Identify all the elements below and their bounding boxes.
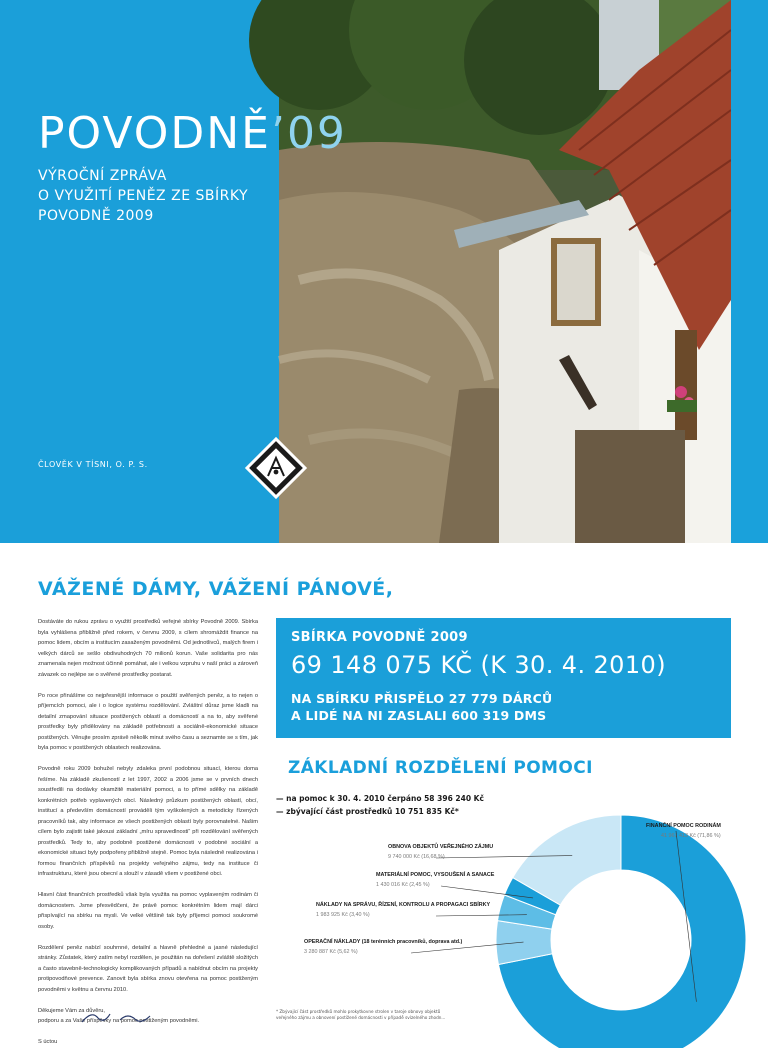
flood-photo-illustration [279, 0, 731, 543]
summary-remaining: — zbývající část prostředků 10 751 835 Kč* [276, 807, 459, 816]
letter-paragraph: Rozdělení peněz nabízí souhrnné, detailní a hlavně přehledné a jasné následující stránky. Zůstatek, který zatím nebyl rozdělen, je použitán na dořešení zvláště složitých a často stavebně-technologicky komplikovaných případů a nabídnut obcím na projekty protipovodňové prevence. Zanovit byla sbírka znovu otevřena na pomoc postiženým povodněmi v květnu a červnu 2010. [38, 944, 258, 993]
category-amount-materialni-pomoc: 1 430 016 Kč (2,45 %) [376, 882, 430, 888]
donors-line-1: NA SBÍRKU PŘISPĚLO 27 779 DÁRCŮ [291, 691, 553, 706]
category-label-rodinam: FINANČNÍ POMOC RODINÁM [646, 823, 721, 829]
intro-letter [38, 617, 258, 1048]
donors-line-2: A LIDÉ NA NI ZASLALI 600 319 DMS [291, 708, 547, 723]
category-amount-spravni-naklady: 1 983 925 Kč (3,40 %) [316, 912, 370, 918]
category-amount-verejny-zajem: 9 740 000 Kč (16,68 %) [388, 854, 445, 860]
letter-support: podporu a za Vaše příspěvky na pomoc postiženým povodněmi. [38, 1018, 200, 1024]
report-subtitle [38, 166, 248, 226]
title-main: POVODNĚ [38, 108, 271, 159]
collection-title: SBÍRKA POVODNĚ 2009 [291, 630, 468, 645]
summary-spent: — na pomoc k 30. 4. 2010 čerpáno 58 396 240 Kč [276, 794, 484, 803]
section-title: ZÁKLADNÍ ROZDĚLENÍ POMOCI [288, 758, 593, 778]
category-label-materialni-pomoc: MATERIÁLNÍ POMOC, VYSOUŠENÍ A SANACE [376, 872, 495, 878]
clovek-v-tisni-logo [240, 432, 312, 504]
donut-chart-svg [276, 815, 768, 1024]
cover-right-strip [731, 0, 768, 543]
letter-regards: S úctou [38, 1039, 58, 1045]
aid-distribution-chart [276, 815, 768, 1024]
collection-donors [291, 690, 552, 724]
subtitle-line-1: VÝROČNÍ ZPRÁVA [38, 168, 167, 184]
category-amount-rodinam: 41 961 413 Kč (71,86 %) [661, 833, 721, 839]
letter-paragraph: Dostáváte do rukou zprávu o využití prostředků veřejné sbírky Povodně 2009. Sbírka byla vyhlášena přibližně před rokem, v červnu 2009, s cílem shromáždit finance na pomoc lidem, obcím a institucím zasaženým povodněmi. Od jednotlivců, malých firem i velkých dárců se sešlo obdivuhodných 70 milionů korun. Vaše solidarita pro nás znamenala nejen možnost účinně pomáhat, ale i velkou vzpruhu v naší práci a zároveň závazek co nejlépe se o svěřené prostředky postarat. [38, 619, 258, 678]
collection-summary-box [276, 618, 731, 738]
report-title [38, 108, 347, 159]
category-label-spravni-naklady: NÁKLADY NA SPRÁVU, ŘÍZENÍ, KONTROLU A PROPAGACI SBÍRKY [316, 902, 491, 908]
title-year: ’09 [270, 108, 347, 159]
category-label-operacni-naklady: OPERAČNÍ NÁKLADY (18 terénních pracovníků, doprava atd.) [304, 939, 463, 945]
subtitle-line-3: POVODNĚ 2009 [38, 208, 154, 224]
letter-paragraph: Po roce přinášíme co nejpřesnější informace o použití svěřených peněz, a to nejen o příjemcích pomoci, ale i o logice systému rozdělování. Zvláštní důraz jsme kladli na detailní zmapování situace postižených oblastí a domácností a na to, aby svěřené prostředky byly přidělovány na základě potřebnosti a sociálně-ekonomické situace postižených. Věnujte prosím zprávě několik minut svého času a seznamte se s tím, jak byla pomoc v postižených oblastech realizována. [38, 692, 258, 751]
signature-icon [80, 1008, 170, 1024]
letter-paragraph: Hlavní část finančních prostředků však byla využita na pomoc vyplaveným rodinám či domácnostem. Jsme přesvědčeni, že právě pomoc konkrétním lidem mají dárci přispívající na sbírku na mysli. Ve velké většině tak byly příjemci pomoci soukromé osoby. [38, 892, 258, 930]
collection-total: 69 148 075 KČ (K 30. 4. 2010) [291, 651, 666, 679]
flood-photo [279, 0, 731, 543]
footnote: * Zbývající část prostředků mohlo prokytkovne strolen v taroje obnovy objektů veřejného zájmu a obnovení postižené domácnosti v případě svízelného zhodn... [276, 1009, 446, 1020]
category-amount-operacni-naklady: 3 280 887 Kč (5,62 %) [304, 949, 358, 955]
category-label-verejny-zajem: OBNOVA OBJEKTŮ VEŘEJNÉHO ZÁJMU [388, 844, 494, 850]
greeting-heading: VÁŽENÉ DÁMY, VÁŽENÍ PÁNOVÉ, [38, 578, 394, 600]
subtitle-line-2: O VYUŽITÍ PENĚZ ZE SBÍRKY [38, 188, 249, 204]
letter-paragraph: Povodně roku 2009 bohužel nebyly zdaleka první podobnou situací, kterou doma řešíme. Na základě zkušeností z let 1997, 2002 a 2006 jsme se v prvních dnech soustředili na dodávky okamžitě materiální pomoci, a to přímé sdělky na základě konkrétních potřeb vyplavených obcí. Následný průzkum postižených oblastí, obcí, institucí a především domácností prováděli tým vyškolených a metodicky řízených pracovníků tak, aby informace ze všech postižených oblastí byly porovnatelné. Našim cílem bylo zajistit také jakousi základní „míru spravedlnosti“ při rozdělování svěřených prostředků. Tedy to, aby podobně postižené domácnosti v podobné sociální a ekonomické situaci byly podpořeny přibližně stejně. Pomoc byla následně realizována i formou finančních příspěvků na projekty veřejného zájmu, tedy na instituce či infrastrukturu, které jsou obecní a slouží v zásadě všem v postižené obci. [38, 766, 258, 877]
organization-name: ČLOVĚK V TÍSNI, O. P. S. [38, 460, 148, 469]
letter-thanks: Děkujeme Vám za důvěru, [38, 1007, 106, 1014]
